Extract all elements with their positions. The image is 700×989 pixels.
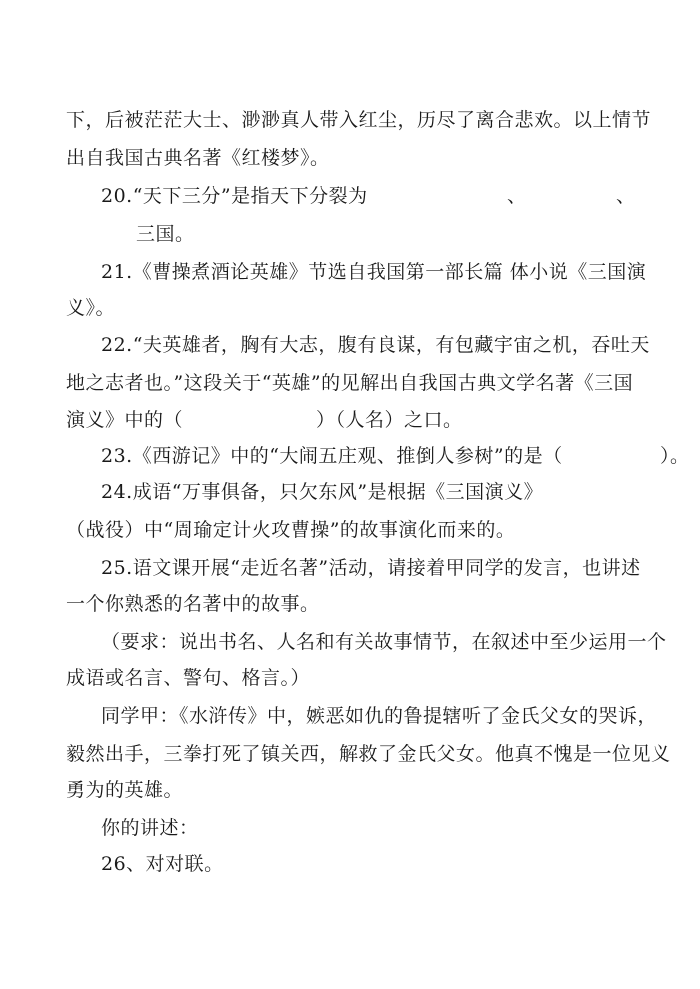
requirement-line-2: 成语或名言、警句、格言。） xyxy=(66,667,311,689)
student-a-line-3: 勇为的英雄。 xyxy=(66,779,184,801)
text-line-2: 出自我国古典名著《红楼梦》。 xyxy=(66,147,330,169)
blank-separator-2: 、 xyxy=(616,185,636,207)
question-20: 20.“天下三分”是指天下分裂为 xyxy=(101,185,368,207)
question-22-line-2: 地之志者也。”这段关于“英雄”的见解出自我国古典文学名著《三国 xyxy=(66,372,634,394)
question-23: 23.《西游记》中的“大闹五庄观、推倒人参树”的是（ xyxy=(101,445,563,467)
question-20-continued: 三国。 xyxy=(136,223,195,245)
text-line-1: 下，后被茫茫大士、渺渺真人带入红尘，历尽了离合悲欢。以上情节 xyxy=(66,109,652,131)
requirement-line-1: （要求：说出书名、人名和有关故事情节，在叙述中至少运用一个 xyxy=(101,631,667,653)
student-a-line-1: 同学甲：《水浒传》中，嫉恶如仇的鲁提辖听了金氏父女的哭诉， xyxy=(101,705,658,727)
question-24-continued: （战役）中“周瑜定计火攻曹操”的故事演化而来的。 xyxy=(66,519,516,541)
question-21: 21.《曹操煮酒论英雄》节选自我国第一部长篇 体小说《三国演 xyxy=(101,261,647,283)
question-22-line-3a: 演义》中的（ xyxy=(66,409,184,431)
question-23-close: ）。 xyxy=(660,445,690,467)
question-24: 24.成语“万事俱备，只欠东风”是根据《三国演义》 xyxy=(101,481,544,503)
blank-separator-1: 、 xyxy=(507,185,527,207)
question-26: 26、对对联。 xyxy=(101,853,224,875)
question-25-continued: 一个你熟悉的名著中的故事。 xyxy=(66,593,320,615)
question-25: 25.语文课开展“走近名著”活动，请接着甲同学的发言，也讲述 xyxy=(101,557,641,579)
question-21-continued: 义》。 xyxy=(66,297,116,319)
question-22-line-3b: ）（人名）之口。 xyxy=(316,409,463,431)
question-22: 22.“夫英雄者，胸有大志，腹有良谋，有包藏宇宙之机，吞吐天 xyxy=(101,334,650,356)
student-a-line-2: 毅然出手，三拳打死了镇关西，解救了金氏父女。他真不愧是一位见义 xyxy=(66,743,671,765)
your-narration-label: 你的讲述： xyxy=(101,817,199,839)
